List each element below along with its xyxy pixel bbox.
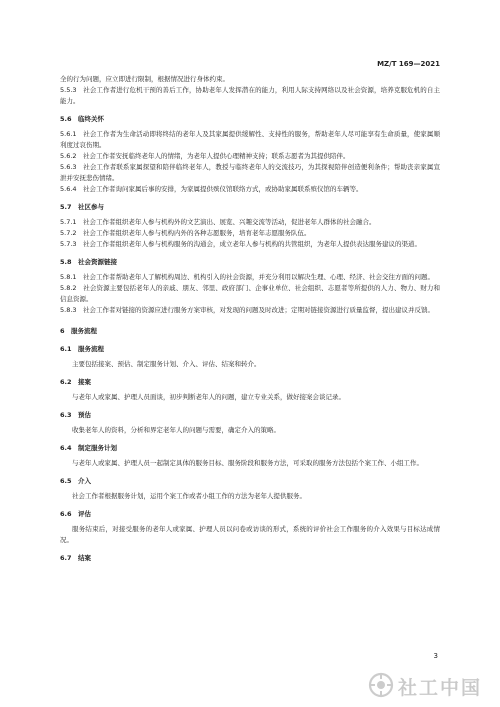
spacer bbox=[60, 436, 440, 443]
spacer bbox=[60, 469, 440, 476]
watermark bbox=[368, 671, 490, 699]
spacer bbox=[60, 502, 440, 509]
section-heading: 6 服务流程 bbox=[60, 327, 98, 335]
paragraph: 社会工作者根据服务计划，运用个案工作或者小组工作的方法为老年人提供服务。 bbox=[72, 492, 306, 500]
paragraph: 5.8.3 社会工作者对链接的资源应进行服务方案审核，对发现的问题及时改进；定期对链接资源进行质量监督，提出建议并反馈。 bbox=[60, 306, 435, 314]
standard-code: MZ/T 169—2021 bbox=[377, 60, 440, 68]
paragraph: 5.7.3 社会工作者组织老年人参与机构服务的沟通会，成立老年人参与机构的共管组织，为老年人提供表达服务建议的渠道。 bbox=[60, 240, 422, 248]
paragraph: 5.7.1 社会工作者组织老年人参与机构外的文艺演出、展览、兴趣交流等活动，促进老年人群体的社会融合。 bbox=[60, 218, 376, 226]
spacer bbox=[60, 337, 440, 344]
section-heading: 6.1 服务流程 bbox=[60, 345, 105, 353]
spacer bbox=[60, 250, 440, 257]
paragraph: 5.6.4 社会工作者询问家属后事的安排，为家属提供殡仪馆联络方式，或协助家属联系殡仪馆的车辆等。 bbox=[60, 185, 363, 193]
paragraph: 5.6.1 社会工作者为生命活动即将终结的老年人及其家属提供缓解性、支持性的服务，帮助老年人尽可能享有生命质量，使家属顺利度过哀伤期。 bbox=[60, 130, 440, 149]
section-heading: 6.5 介入 bbox=[60, 477, 92, 485]
spacer bbox=[60, 316, 440, 326]
spacer bbox=[60, 403, 440, 410]
paragraph: 5.8.1 社会工作者帮助老年人了解机构周边、机构引入的社会资源，并充分利用以解决生理、心理、经济、社会交往方面的问题。 bbox=[60, 273, 435, 281]
paragraph: 全的行为问题，应立即进行限制，根据情况进行身体约束。 bbox=[60, 75, 229, 83]
paragraph: 收集老年人的资料，分析和界定老年人的问题与需要，确定介入的策略。 bbox=[72, 426, 280, 434]
watermark-text: 社工中国 bbox=[398, 677, 483, 699]
paragraph: 主要包括接案、预估、制定服务计划、介入、评估、结案和转介。 bbox=[72, 360, 261, 368]
spacer bbox=[60, 107, 440, 114]
section-heading: 6.4 制定服务计划 bbox=[60, 444, 118, 452]
section-heading: 5.6 临终关怀 bbox=[60, 115, 105, 123]
paragraph: 5.6.3 社会工作者联系家属探望和陪伴临终老年人，教授与临终老年人的交流技巧，为其探视陪伴创造便利条件；帮助丧亲家属宣泄并安抚悲伤情绪。 bbox=[60, 163, 440, 182]
paragraph: 5.8.2 社会资源主要包括老年人的亲戚、朋友、邻里、政府部门、企事业单位、社会组织、志愿者等所提供的人力、物力、财力和信息资源。 bbox=[60, 284, 440, 303]
paragraph: 与老年人或家属、护理人员一起制定具体的服务目标、服务阶段和服务方法，可采取的服务方法包括个案工作、小组工作。 bbox=[72, 459, 423, 467]
page-number: 3 bbox=[433, 652, 438, 660]
document-body bbox=[60, 74, 440, 564]
paragraph: 5.5.3 社会工作者进行危机干预的善后工作，协助老年人发挥潜在的能力，利用人际支持网络以及社会资源，培养克服危机的自主能力。 bbox=[60, 86, 440, 105]
section-heading: 5.7 社区参与 bbox=[60, 203, 105, 211]
spacer bbox=[60, 546, 440, 553]
section-heading: 5.8 社会资源链接 bbox=[60, 258, 118, 266]
paragraph: 5.7.2 社会工作者组织老年人参与机构内外的各种志愿服务，培育老年志愿服务队伍。 bbox=[60, 229, 311, 237]
section-heading: 6.2 接案 bbox=[60, 378, 92, 386]
paragraph: 服务结束后，对接受服务的老年人或家属、护理人员以问卷或访谈的形式，系统的评价社会工作服务的介入效果与目标达成情况。 bbox=[60, 525, 440, 544]
watermark-logo-icon bbox=[368, 672, 394, 698]
section-heading: 6.7 结案 bbox=[60, 554, 92, 562]
spacer bbox=[60, 370, 440, 377]
spacer bbox=[60, 195, 440, 202]
paragraph: 与老年人或家属、护理人员面谈，初步判断老年人的问题，建立专业关系，做好接案会谈记录。 bbox=[72, 393, 345, 401]
paragraph: 5.6.2 社会工作者安抚临终老年人的情绪，为老年人提供心理精神支持；联系志愿者为其提供陪伴。 bbox=[60, 152, 350, 160]
section-heading: 6.6 评估 bbox=[60, 510, 92, 518]
section-heading: 6.3 预估 bbox=[60, 411, 92, 419]
